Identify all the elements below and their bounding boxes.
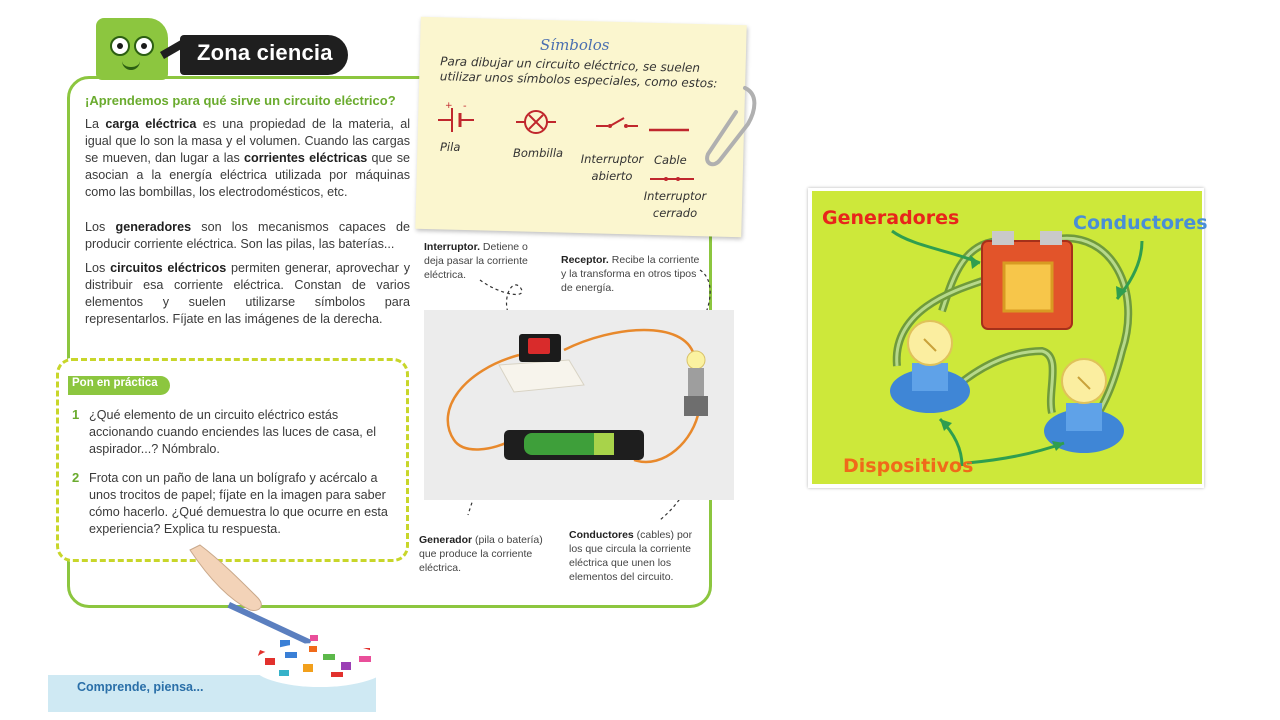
symbol-label-interruptor-cerrado: Interruptor cerrado bbox=[643, 189, 707, 220]
symbol-label-bombilla: Bombilla bbox=[513, 146, 564, 160]
mascot-eye-icon bbox=[110, 36, 130, 56]
annotation-receptor: Receptor. Recibe la corriente y la transforma en otros tipos de energía. bbox=[561, 254, 700, 294]
paragraph-circuits: Los circuitos eléctricos permiten generar, aprovechar y distribuir esa corriente eléctrica. Constan de varios elementos y suelen utilizarse símbolos para representarlos. Fíjate en las imágenes de la derecha. bbox=[85, 261, 410, 326]
annotation-conductores: Conductores (cables) por los que circula la corriente eléctrica que unen los elementos del circuito. bbox=[569, 529, 693, 583]
mascot-eye-icon bbox=[134, 36, 154, 56]
diagram-label-dispositivos: Dispositivos bbox=[843, 455, 974, 477]
annotation-interruptor: Interruptor. Detiene o deja pasar la corriente eléctrica. bbox=[424, 241, 528, 281]
diagram-label-conductores: Conductores bbox=[1073, 212, 1208, 234]
confetti-paper-icon bbox=[245, 630, 395, 690]
diagram-label-generadores: Generadores bbox=[822, 207, 960, 229]
battery-icon bbox=[982, 231, 1072, 329]
section-title: Zona ciencia bbox=[197, 40, 333, 65]
svg-text:+: + bbox=[445, 101, 453, 111]
circuit-photo-drawing bbox=[424, 310, 734, 500]
symbol-label-interruptor-abierto: Interruptor abierto bbox=[580, 152, 644, 183]
question-text: Frota con un paño de lana un bolígrafo y acércalo a unos trocitos de papel; fíjate en la imagen para saber cómo hacerlo. ¿Qué demuestra lo que ocurre en esta experiencia? Explica tu respuesta. bbox=[89, 471, 388, 536]
closed-switch-symbol-icon bbox=[648, 172, 698, 186]
svg-text:-: - bbox=[463, 101, 467, 112]
symbol-label-pila: Pila bbox=[440, 140, 461, 154]
footer-label: Comprende, piensa... bbox=[77, 680, 204, 694]
circuit-symbols bbox=[436, 100, 736, 140]
mascot-icon bbox=[96, 18, 168, 80]
question-number: 2 bbox=[72, 470, 80, 485]
question-number: 1 bbox=[72, 407, 80, 422]
open-switch-symbol-icon bbox=[596, 118, 638, 128]
symbols-intro: Para dibujar un circuito eléctrico, se suelen utilizar unos símbolos especiales, como estos: bbox=[439, 54, 718, 91]
bulb-symbol-icon bbox=[516, 111, 556, 133]
symbol-label-cable: Cable bbox=[654, 153, 687, 167]
practice-tag: Pon en práctica bbox=[68, 376, 170, 395]
circuit-diagram bbox=[812, 191, 1202, 484]
annotation-generador: Generador (pila o batería) que produce la corriente eléctrica. bbox=[419, 534, 543, 574]
question-text: ¿Qué elemento de un circuito eléctrico estás accionando cuando enciendes las luces de casa, el aspirador...? Nómbralo. bbox=[89, 408, 377, 456]
symbols-title: Símbolos bbox=[540, 36, 610, 54]
circuit-diagram-drawing bbox=[812, 191, 1202, 484]
paragraph-generators: Los generadores son los mecanismos capaces de producir corriente eléctrica. Son las pilas, las baterías... bbox=[85, 220, 411, 251]
learn-heading: ¡Aprendemos para qué sirve un circuito eléctrico? bbox=[85, 93, 396, 108]
paragraph-charge: La carga eléctrica es una propiedad de la materia, al igual que lo son la masa y el volumen. Cuando las cargas se mueven, dan lugar a las corrientes eléctricas que se asocian a la energía eléctrica utilizada por máquinas como las bombillas, los electrodomésticos, etc. bbox=[85, 117, 411, 199]
battery-symbol-icon bbox=[438, 101, 474, 132]
circuit-photo bbox=[424, 310, 734, 500]
